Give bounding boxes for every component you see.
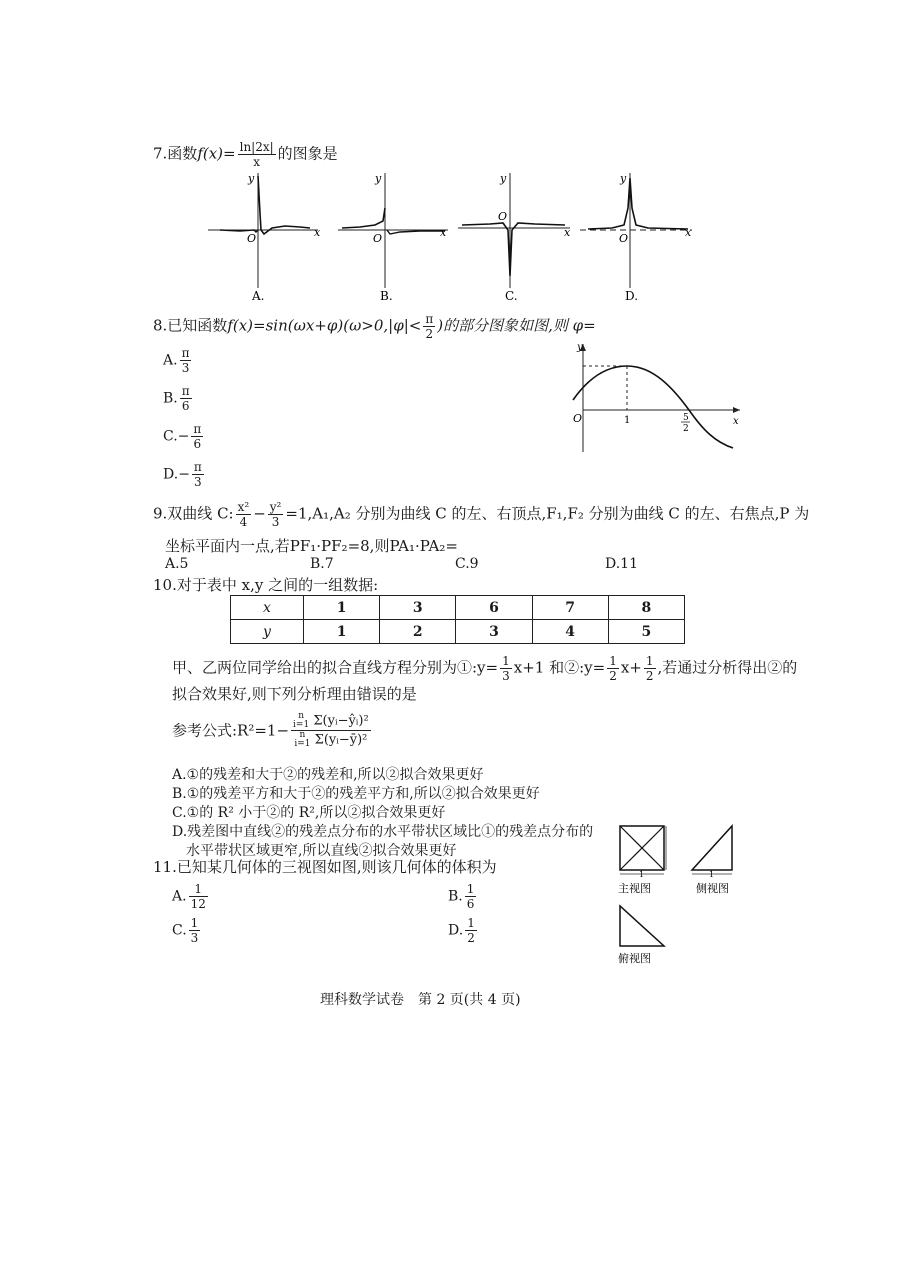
- q9-option-c: C.9: [455, 556, 479, 572]
- q11-option-c: C. $\frac{1}{3}$: [172, 916, 199, 945]
- svg-text:y: y: [500, 172, 507, 185]
- q10-option-c: C.①的 R² 小于②的 R²,所以②拟合效果更好: [172, 805, 446, 821]
- table-cell: 8: [608, 596, 684, 620]
- page-footer: 理科数学试卷 第 2 页(共 4 页): [320, 992, 521, 1008]
- q8-stem: 8.已知函数f(x)=sin(ωx+φ)(ω>0,|φ|< $\frac{\pi}{2}$ )的部分图象如图,则 φ=: [153, 312, 596, 341]
- q10-paragraph-2: 拟合效果好,则下列分析理由错误的是: [172, 685, 417, 703]
- table-row: [231, 596, 685, 620]
- svg-text:x: x: [314, 226, 321, 239]
- svg-text:D.: D.: [625, 289, 639, 303]
- q11-front-view: [618, 826, 666, 895]
- q7-graph-c: [458, 172, 571, 303]
- q10-option-d-cont: 水平带状区域更窄,所以直线②拟合效果更好: [186, 843, 457, 859]
- svg-text:y: y: [620, 172, 627, 185]
- q10-paragraph-1: 甲、乙两位同学给出的拟合直线方程分别为①:y= $\frac{1}{3}$ x+1 和②:y= $\frac{1}{2}$ x+ $\frac{1}{2}$ ,若通过分析得出②的: [172, 654, 798, 683]
- q7-graph-a: [208, 172, 321, 303]
- svg-text:5: 5: [683, 413, 689, 423]
- svg-text:x: x: [564, 226, 571, 239]
- q11-side-view: [692, 826, 732, 895]
- q7-graph-b: [338, 172, 448, 303]
- table-cell: 3: [380, 596, 456, 620]
- q10-stem: 10.对于表中 x,y 之间的一组数据:: [153, 576, 379, 594]
- q8-option-b: B. $\frac{\pi}{6}$: [163, 384, 190, 413]
- table-cell: 4: [532, 620, 608, 644]
- q10-table: [230, 595, 685, 644]
- q9-stem-line2: 坐标平面内一点,若PF₁·PF₂=8,则PA₁·PA₂=: [165, 537, 458, 555]
- q8-option-d: D.− $\frac{\pi}{3}$: [163, 460, 202, 489]
- q10-option-d: D.残差图中直线②的残差点分布的水平带状区域比①的残差点分布的: [172, 824, 594, 840]
- svg-text:1: 1: [639, 870, 645, 879]
- q11-three-views: [608, 820, 758, 970]
- svg-text:主视图: 主视图: [618, 882, 651, 895]
- q11-option-b: B. $\frac{1}{6}$: [448, 882, 475, 911]
- svg-text:1: 1: [709, 870, 715, 879]
- table-cell: 6: [456, 596, 532, 620]
- q9-option-d: D.11: [605, 556, 638, 572]
- table-cell: 1: [304, 596, 380, 620]
- q8-graph: [565, 340, 745, 460]
- q11-stem: 11.已知某几何体的三视图如图,则该几何体的体积为: [153, 858, 497, 876]
- svg-text:A.: A.: [252, 289, 265, 303]
- svg-text:B.: B.: [380, 289, 393, 303]
- svg-text:x: x: [733, 416, 739, 427]
- table-cell: 5: [608, 620, 684, 644]
- svg-text:侧视图: 侧视图: [696, 882, 729, 895]
- q10-option-a: A.①的残差和大于②的残差和,所以②拟合效果更好: [172, 767, 484, 783]
- table-cell: 7: [532, 596, 608, 620]
- q7-stem: 7.函数f(x)= $\frac{\ln|2x|}{x}$ 的图象是: [153, 140, 338, 169]
- svg-text:O: O: [498, 210, 508, 223]
- svg-text:俯视图: 俯视图: [618, 952, 651, 965]
- q11-top-view: [618, 906, 664, 965]
- svg-text:y: y: [577, 342, 583, 353]
- table-row: [231, 620, 685, 644]
- q11-option-d: D. $\frac{1}{2}$: [448, 916, 475, 945]
- table-cell: 3: [456, 620, 532, 644]
- q9-option-a: A.5: [165, 556, 189, 572]
- svg-text:1: 1: [624, 415, 631, 426]
- table-cell: y: [231, 620, 304, 644]
- svg-text:y: y: [375, 172, 382, 185]
- table-cell: 2: [380, 620, 456, 644]
- q9-stem-line1: 9.双曲线 C: $\frac{\text{x²}}{4}$ − $\frac{\text{y²}}{3}$ =1,A₁,A₂ 分别为曲线 C 的左、右顶点,F₁,F₂ 分别为曲线 C 的左、右焦点,P 为: [153, 500, 810, 529]
- svg-text:C.: C.: [505, 289, 518, 303]
- q8-option-a: A. $\frac{\pi}{3}$: [163, 346, 190, 375]
- svg-text:O: O: [373, 232, 383, 245]
- q7-graph-d: [580, 172, 692, 303]
- svg-text:2: 2: [683, 424, 689, 434]
- q11-option-a: A. $\frac{1}{12}$: [172, 882, 206, 911]
- table-cell: x: [231, 596, 304, 620]
- svg-text:O: O: [573, 412, 583, 425]
- svg-text:O: O: [619, 232, 629, 245]
- svg-text:O: O: [247, 232, 257, 245]
- svg-text:y: y: [248, 172, 255, 185]
- q10-formula: 参考公式:R²=1− n i=1 Σ(yᵢ−ŷᵢ)² n i=1 Σ(yᵢ−ȳ)²: [172, 711, 369, 749]
- q8-option-c: C.− $\frac{\pi}{6}$: [163, 422, 202, 451]
- q7-graphs: [200, 168, 700, 308]
- q10-option-b: B.①的残差平方和大于②的残差平方和,所以②拟合效果更好: [172, 786, 540, 802]
- svg-text:x: x: [440, 226, 447, 239]
- svg-text:x: x: [685, 226, 692, 239]
- table-cell: 1: [304, 620, 380, 644]
- q9-option-b: B.7: [310, 556, 334, 572]
